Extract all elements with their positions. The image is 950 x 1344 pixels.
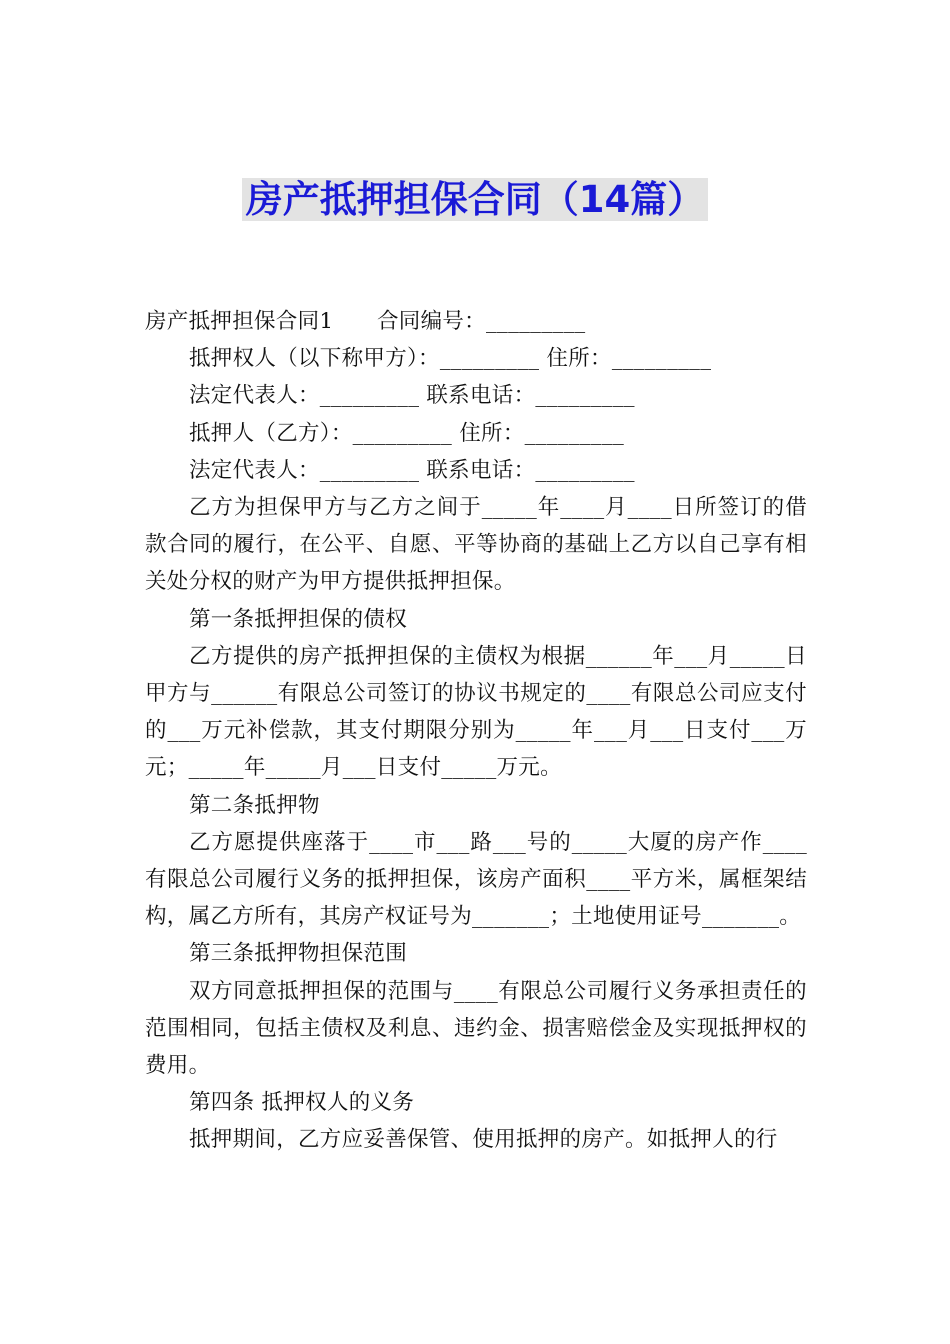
mortgagor-line: 抵押人（乙方）：_________ 住所：_________	[189, 420, 625, 446]
article-2-heading: 第二条抵押物	[189, 792, 320, 818]
article-1-heading: 第一条抵押担保的债权	[189, 606, 408, 632]
article-4-paragraph: 抵押期间，乙方应妥善保管、使用抵押的房产。如抵押人的行	[189, 1127, 778, 1153]
document-title	[0, 176, 950, 224]
document-title-text: 房产抵押担保合同（14篇）	[242, 178, 709, 221]
mortgagee-line: 抵押权人（以下称甲方）：_________ 住所：_________	[189, 346, 712, 372]
document-body	[145, 303, 807, 1159]
mortgagor-representative-line: 法定代表人：_________ 联系电话：_________	[189, 457, 635, 483]
mortgagee-representative-line: 法定代表人：_________ 联系电话：_________	[189, 383, 635, 409]
article-1-paragraph: 乙方提供的房产抵押担保的主债权为根据______年___月_____日甲方与______有限总公司签订的协议书规定的____有限总公司应支付的___万元补偿款，其支付期限分别为_____年___月___日支付___万元；_____年_____月___日支付_____万元。	[145, 643, 807, 781]
contract-heading-line: 房产抵押担保合同1 合同编号：_________	[145, 309, 586, 334]
preamble-paragraph: 乙方为担保甲方与乙方之间于_____年____月____日所签订的借款合同的履行，在公平、自愿、平等协商的基础上乙方以自己享有相关处分权的财产为甲方提供抵押担保。	[145, 495, 807, 595]
article-3-paragraph: 双方同意抵押担保的范围与____有限总公司履行义务承担责任的范围相同，包括主债权及利息、违约金、损害赔偿金及实现抵押权的费用。	[145, 978, 807, 1079]
article-3-heading: 第三条抵押物担保范围	[189, 941, 408, 967]
article-4-heading: 第四条 抵押权人的义务	[189, 1090, 415, 1116]
article-2-paragraph: 乙方愿提供座落于____市___路___号的_____大厦的房产作____有限总公司履行义务的抵押担保，该房产面积____平方米，属框架结构，属乙方所有，其房产权证号为_______；土地使用证号_______。	[145, 829, 807, 930]
